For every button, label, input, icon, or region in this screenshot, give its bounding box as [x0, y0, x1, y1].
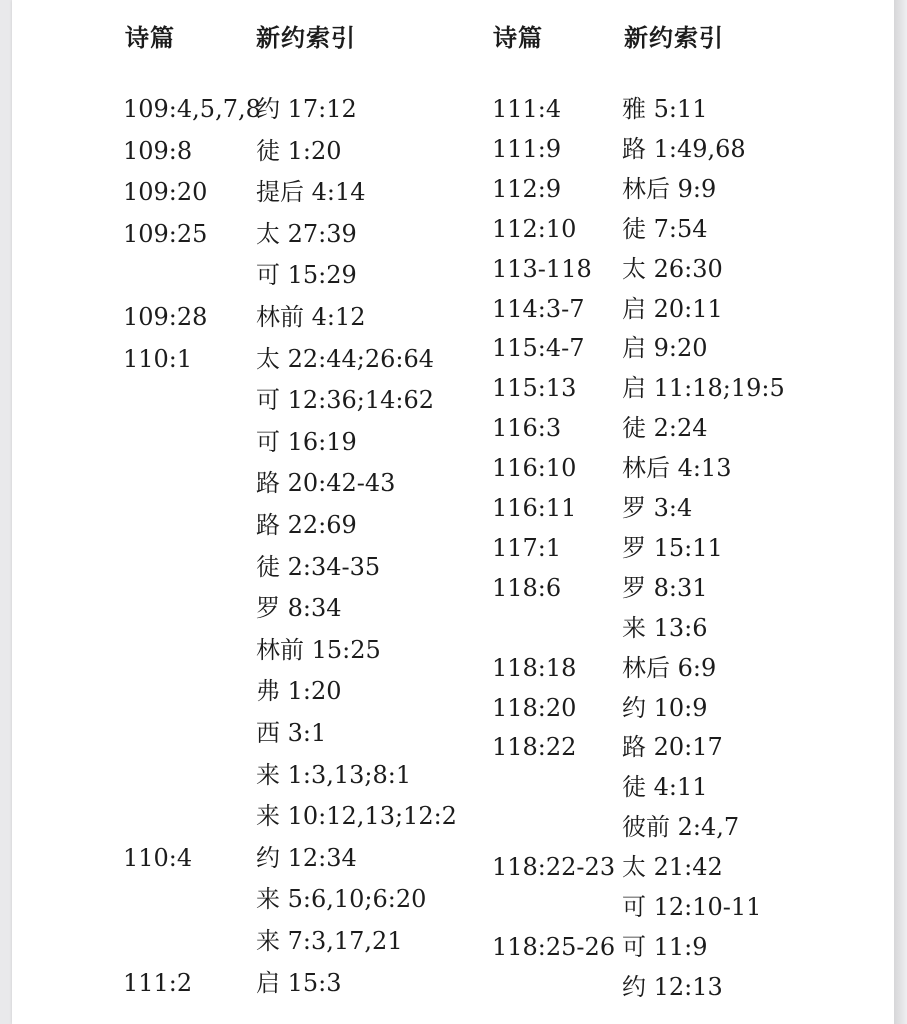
nt-reference: 约 10:9	[622, 693, 708, 722]
psalm-reference: 118:22	[492, 733, 577, 762]
nt-reference: 徒 2:24	[622, 414, 708, 443]
nt-reference: 林后 4:13	[622, 454, 732, 483]
nt-reference: 雅 5:11	[622, 95, 708, 123]
nt-reference: 太 26:30	[622, 254, 723, 283]
nt-reference: 西 3:1	[256, 719, 327, 747]
psalm-reference: 116:3	[492, 414, 562, 443]
nt-reference: 可 12:36;14:62	[256, 386, 435, 415]
nt-reference: 约 12:13	[622, 972, 723, 1001]
nt-reference: 太 22:44;26:64	[256, 344, 435, 373]
page-edge-shadow	[894, 0, 907, 1024]
psalm-reference: 111:9	[492, 134, 562, 163]
nt-reference: 约 12:34	[256, 843, 357, 872]
nt-reference: 路 20:17	[622, 733, 723, 762]
psalm-reference: 113-118	[492, 254, 592, 283]
nt-reference: 彼前 2:4,7	[622, 813, 740, 842]
psalm-reference: 116:10	[492, 454, 577, 483]
psalm-reference: 115:13	[492, 374, 577, 403]
nt-reference: 徒 2:34-35	[256, 552, 381, 581]
nt-reference: 可 11:9	[622, 932, 708, 961]
nt-reference: 启 15:3	[256, 968, 342, 997]
psalm-reference: 118:18	[492, 653, 577, 682]
psalm-reference: 109:28	[123, 303, 208, 331]
nt-reference: 启 11:18;19:5	[622, 374, 785, 403]
header-psalm-right: 诗篇	[493, 24, 543, 52]
psalm-reference: 114:3-7	[492, 294, 585, 323]
psalm-reference: 116:11	[492, 494, 577, 522]
psalm-reference: 109:4,5,7,8	[123, 95, 261, 123]
psalm-reference: 117:1	[492, 533, 562, 562]
nt-reference: 来 7:3,17,21	[256, 927, 403, 955]
nt-reference: 可 12:10-11	[622, 893, 762, 921]
nt-reference: 林后 9:9	[622, 174, 717, 203]
nt-reference: 可 16:19	[256, 427, 357, 456]
psalm-reference: 118:25-26	[492, 932, 616, 961]
nt-reference: 林前 4:12	[256, 303, 366, 331]
document-page	[12, 0, 894, 1024]
psalm-reference: 111:2	[123, 968, 193, 997]
nt-reference: 来 10:12,13;12:2	[256, 802, 457, 831]
nt-reference: 来 13:6	[622, 613, 708, 642]
nt-reference: 罗 3:4	[622, 494, 693, 522]
nt-reference: 罗 8:34	[256, 594, 342, 623]
psalm-reference: 110:1	[123, 344, 193, 373]
psalm-reference: 118:6	[492, 573, 562, 602]
nt-reference: 徒 1:20	[256, 136, 342, 165]
nt-reference: 林前 15:25	[256, 635, 381, 664]
psalm-reference: 109:8	[123, 136, 193, 165]
nt-reference: 太 21:42	[622, 853, 723, 882]
nt-reference: 来 1:3,13;8:1	[256, 760, 412, 789]
psalm-reference: 109:20	[123, 178, 208, 207]
nt-reference: 太 27:39	[256, 219, 357, 248]
nt-reference: 约 17:12	[256, 95, 357, 123]
nt-reference: 罗 8:31	[622, 573, 708, 602]
header-nt-index-left: 新约索引	[256, 24, 356, 52]
nt-reference: 路 20:42-43	[256, 469, 396, 498]
nt-reference: 来 5:6,10;6:20	[256, 885, 427, 914]
header-nt-index-right: 新约索引	[624, 24, 724, 52]
nt-reference: 路 22:69	[256, 511, 357, 539]
psalm-reference: 112:10	[492, 214, 577, 243]
nt-reference: 徒 4:11	[622, 773, 708, 802]
psalm-reference: 118:22-23	[492, 853, 616, 882]
nt-reference: 路 1:49,68	[622, 134, 746, 163]
nt-reference: 林后 6:9	[622, 653, 717, 682]
psalm-reference: 112:9	[492, 174, 562, 203]
nt-reference: 启 20:11	[622, 294, 723, 323]
header-psalm-left: 诗篇	[125, 24, 175, 52]
psalm-reference: 118:20	[492, 693, 577, 722]
psalm-reference: 109:25	[123, 219, 208, 248]
nt-reference: 罗 15:11	[622, 533, 723, 562]
nt-reference: 弗 1:20	[256, 677, 342, 706]
nt-reference: 可 15:29	[256, 261, 357, 290]
psalm-reference: 111:4	[492, 95, 562, 123]
nt-reference: 徒 7:54	[622, 214, 708, 243]
psalm-reference: 110:4	[123, 843, 193, 872]
psalm-reference: 115:4-7	[492, 334, 585, 363]
nt-reference: 启 9:20	[622, 334, 708, 363]
nt-reference: 提后 4:14	[256, 178, 366, 207]
